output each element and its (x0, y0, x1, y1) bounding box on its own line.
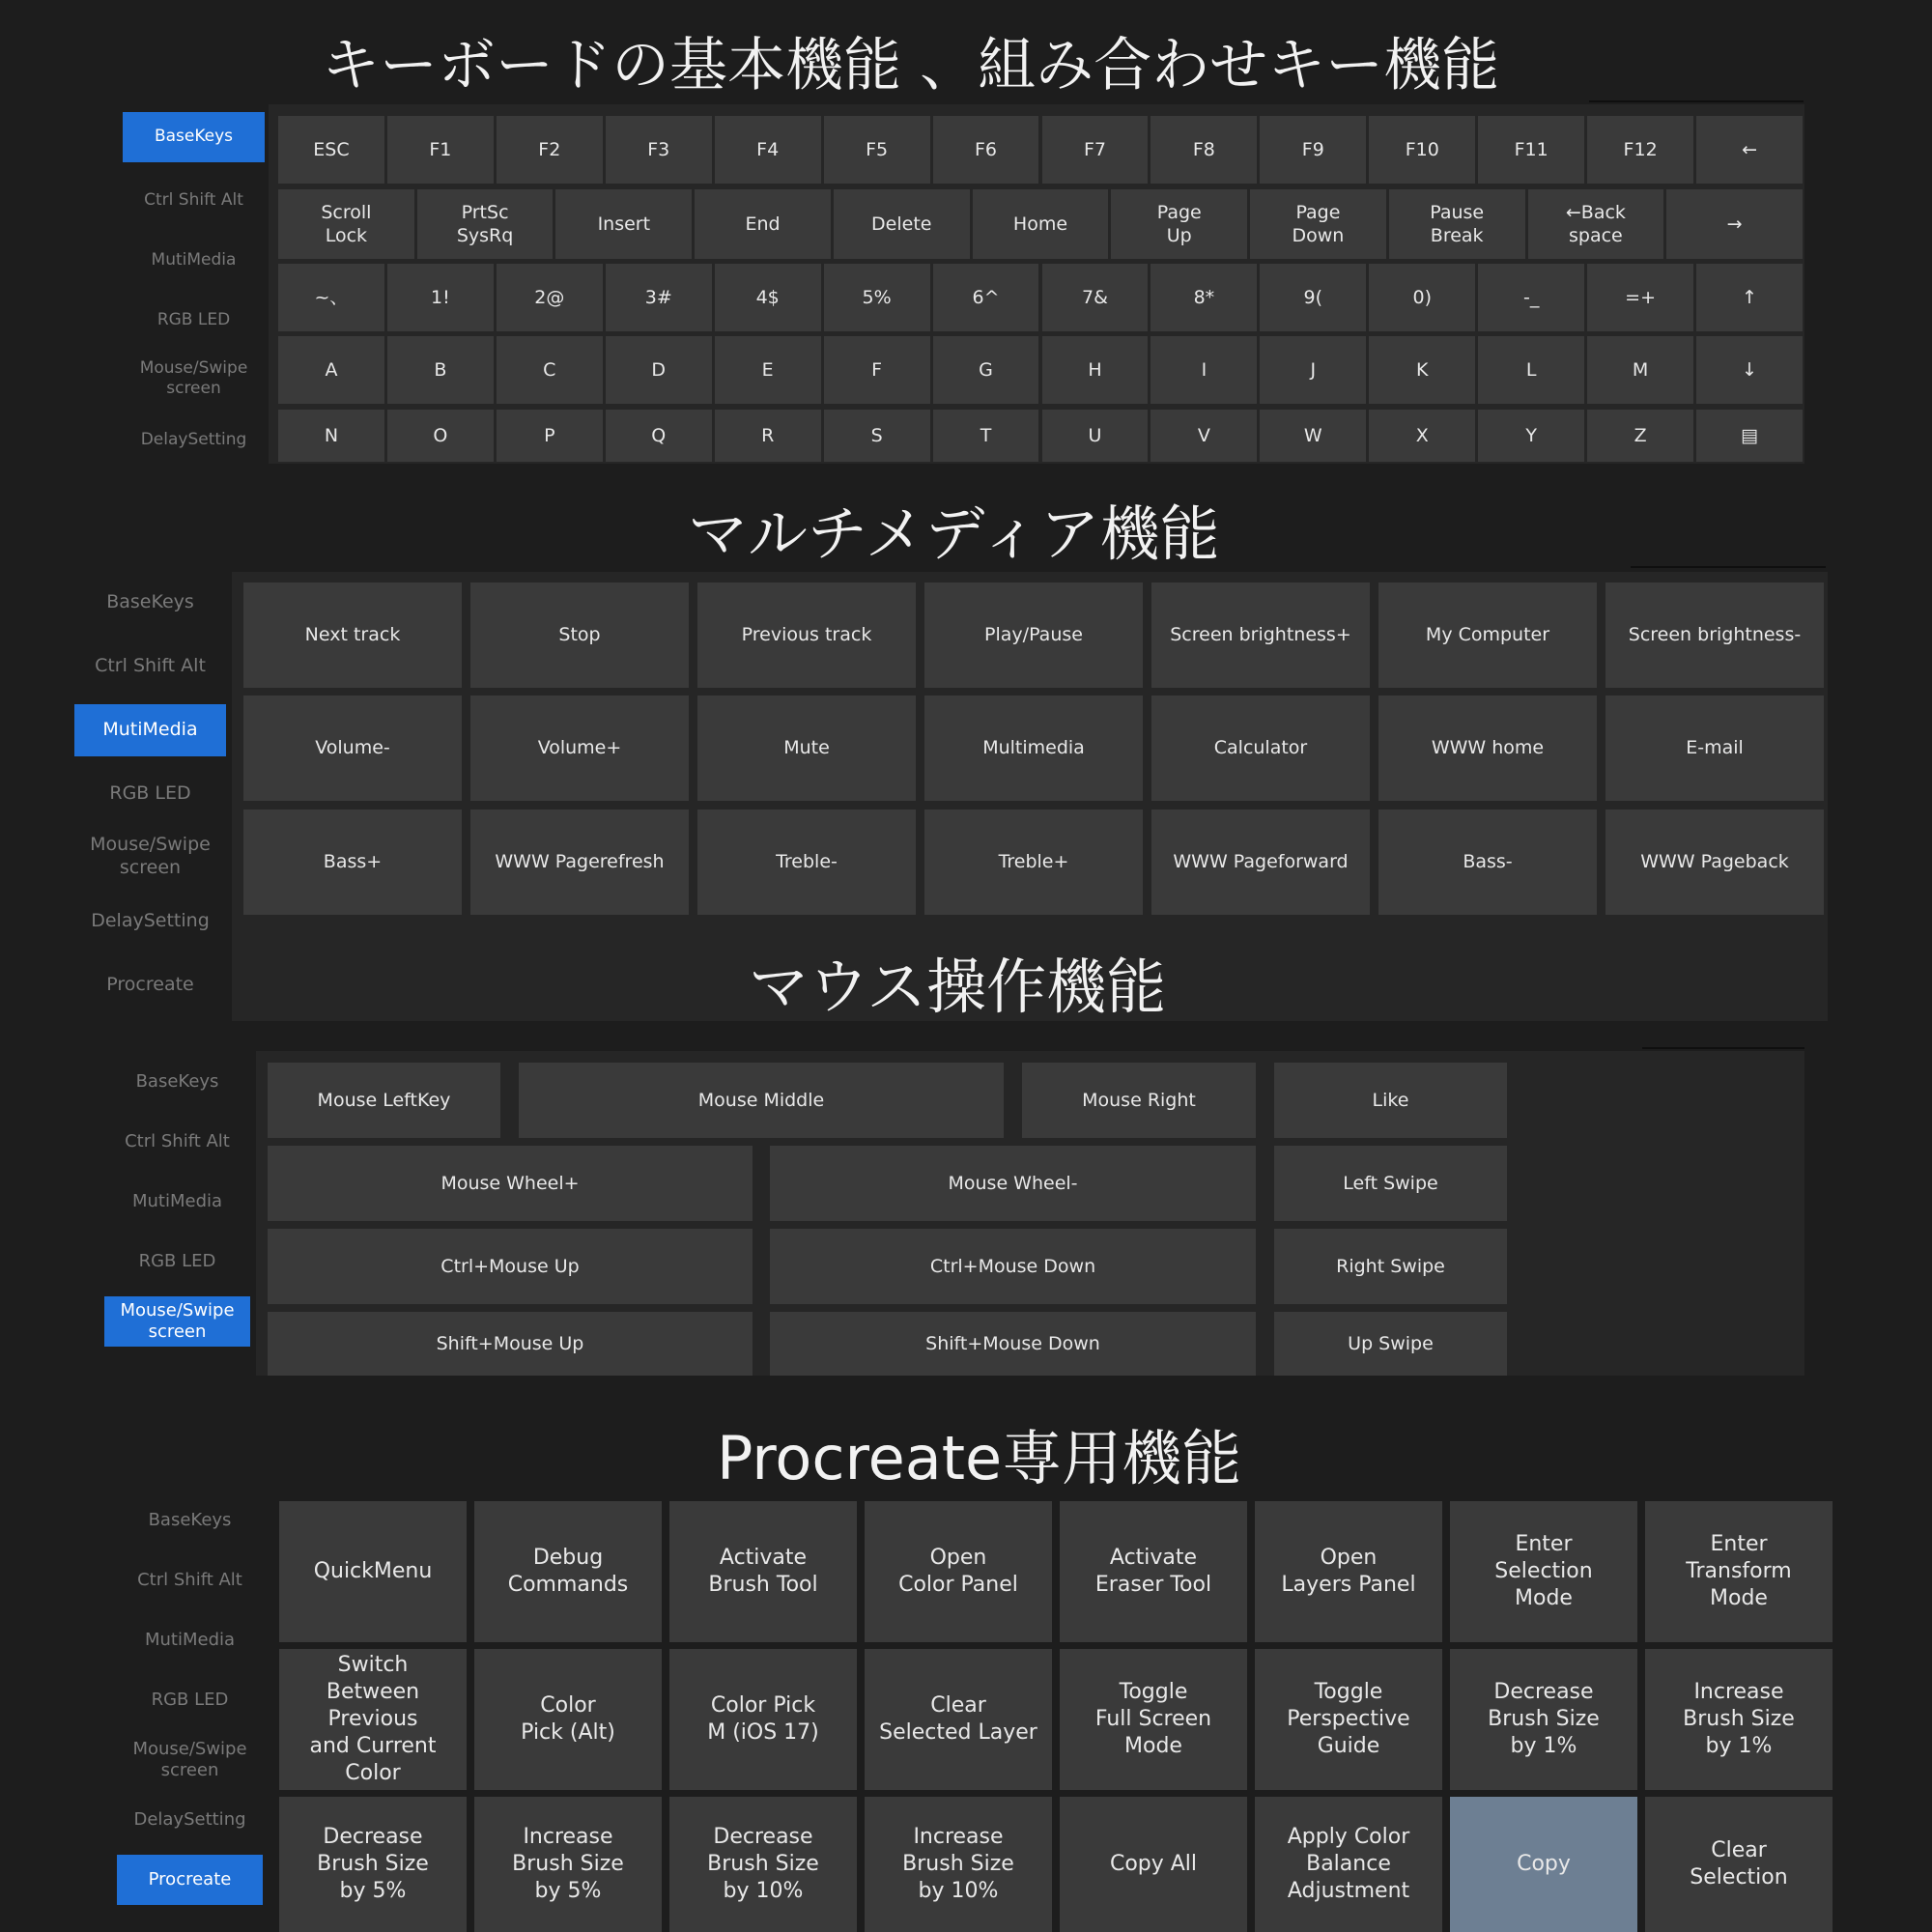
key-label: A (325, 358, 338, 381)
key-label: Treble- (776, 851, 838, 873)
key-label: F12 (1623, 138, 1658, 160)
key-label: ↑ (1742, 286, 1757, 308)
key-label: 7& (1082, 286, 1108, 308)
divider (1589, 100, 1804, 102)
key-label: QuickMenu (313, 1558, 433, 1583)
key-toggle-perspective-guide[interactable] (1255, 1649, 1442, 1790)
key-decrease-brush-size-by-5[interactable] (279, 1797, 467, 1932)
key-increase-brush-size-by-10[interactable] (865, 1797, 1052, 1932)
key-multimedia[interactable] (924, 696, 1143, 801)
sidebar-item-mouse-swipe-screen[interactable]: Mouse/Swipe screen (132, 1738, 247, 1780)
key-label: T (980, 424, 992, 446)
sidebar-item-ctrl-shift-alt[interactable]: Ctrl Shift Alt (125, 1130, 230, 1151)
key-symbol[interactable] (278, 264, 384, 331)
sidebar-item-mutimedia[interactable]: MutiMedia (74, 704, 226, 756)
key-label: 3# (644, 286, 672, 308)
key-f3[interactable] (606, 116, 712, 184)
key-label: Insert (597, 213, 651, 235)
key-5[interactable] (824, 264, 930, 331)
key-label: Left Swipe (1343, 1172, 1438, 1194)
key-label: → (1726, 213, 1743, 235)
key-label: Bass+ (323, 851, 383, 873)
section-title-procreate: Procreate専用機能 (717, 1423, 1242, 1493)
key-label: Calculator (1213, 737, 1308, 759)
sidebar-item-basekeys[interactable]: BaseKeys (148, 1509, 232, 1530)
key-right-swipe[interactable] (1274, 1229, 1507, 1304)
key-label: Ctrl+Mouse Up (440, 1255, 580, 1277)
key-label: Volume+ (537, 737, 622, 759)
key-label: F8 (1192, 138, 1215, 160)
key-symbol[interactable] (1696, 264, 1803, 331)
key-label: E-mail (1686, 737, 1744, 759)
key-play-pause[interactable] (924, 582, 1143, 688)
key-label: -_ (1522, 286, 1540, 308)
sidebar-item-ctrl-shift-alt[interactable]: Ctrl Shift Alt (95, 655, 206, 677)
key-b[interactable] (387, 336, 494, 404)
key-g[interactable] (933, 336, 1039, 404)
key-label: Shift+Mouse Up (436, 1332, 584, 1354)
key-label: F9 (1301, 138, 1324, 160)
key-enter-transform-mode[interactable] (1645, 1501, 1833, 1642)
key-bass[interactable] (1378, 810, 1597, 915)
sidebar-item-rgb-led[interactable]: RGB LED (151, 1689, 229, 1710)
key-symbol[interactable] (1587, 264, 1693, 331)
key-y[interactable] (1478, 410, 1584, 462)
key-mouse-right[interactable] (1022, 1063, 1256, 1138)
sidebar-item-delaysetting[interactable]: DelaySetting (140, 430, 247, 450)
key-previous-track[interactable] (697, 582, 916, 688)
key-my-computer[interactable] (1378, 582, 1597, 688)
sidebar-item-rgb-led[interactable]: RGB LED (156, 310, 231, 330)
key-treble[interactable] (697, 810, 916, 915)
key-switch-between-previous-and-current-color[interactable] (279, 1649, 467, 1790)
key-increase-brush-size-by-1[interactable] (1645, 1649, 1833, 1790)
key-f5[interactable] (824, 116, 930, 184)
key-label: Increase Brush Size by 1% (1683, 1679, 1795, 1759)
key-label: Activate Brush Tool (708, 1545, 818, 1597)
key-8[interactable] (1151, 264, 1257, 331)
key-label: K (1416, 358, 1429, 381)
key-label: 5% (862, 286, 892, 308)
key-www-pageback[interactable] (1605, 810, 1824, 915)
key-apply-color-balance-adjustment[interactable] (1255, 1797, 1442, 1932)
key-label: ↓ (1742, 358, 1757, 381)
key-label: Screen brightness- (1628, 624, 1802, 646)
key-shift-mouse-down[interactable] (770, 1312, 1256, 1376)
key-label: G (979, 358, 993, 381)
key-label: C (543, 358, 556, 381)
sidebar-item-mutimedia[interactable]: MutiMedia (151, 250, 237, 270)
key-pause-break[interactable] (1389, 189, 1525, 259)
sidebar-item-procreate[interactable]: Procreate (106, 974, 194, 996)
key-0[interactable] (1369, 264, 1475, 331)
key-back-space[interactable] (1528, 189, 1664, 259)
key-screen-brightness[interactable] (1151, 582, 1370, 688)
key-label: Color Pick M (iOS 17) (707, 1692, 819, 1745)
divider (1642, 1047, 1804, 1049)
key-label: Clear Selected Layer (879, 1692, 1037, 1745)
key-label: Color Pick (Alt) (521, 1692, 615, 1745)
key-w[interactable] (1260, 410, 1366, 462)
sidebar-item-mouse-swipe-screen[interactable]: Mouse/Swipe screen (104, 1296, 250, 1347)
key-esc[interactable] (278, 116, 384, 184)
key-label: 8* (1193, 286, 1215, 308)
key-label: F1 (429, 138, 452, 160)
key-label: Copy All (1109, 1851, 1198, 1876)
key-label: 2@ (534, 286, 565, 308)
key-like[interactable] (1274, 1063, 1507, 1138)
key-label: F2 (538, 138, 561, 160)
key-delete[interactable] (834, 189, 970, 259)
key-j[interactable] (1260, 336, 1366, 404)
key-label: Increase Brush Size by 5% (512, 1824, 624, 1904)
key-mouse-wheel[interactable] (770, 1146, 1256, 1221)
key-label: Right Swipe (1336, 1255, 1445, 1277)
key-4[interactable] (715, 264, 821, 331)
key-h[interactable] (1042, 336, 1149, 404)
key-home[interactable] (973, 189, 1109, 259)
key-label: Enter Selection Mode (1494, 1531, 1593, 1611)
key-label: Decrease Brush Size by 1% (1488, 1679, 1600, 1759)
key-label: F (871, 358, 883, 381)
key-e[interactable] (715, 336, 821, 404)
key-f12[interactable] (1587, 116, 1693, 184)
key-insert[interactable] (555, 189, 692, 259)
key-label: WWW home (1431, 737, 1545, 759)
key-symbol[interactable] (1666, 189, 1803, 259)
sidebar-item-mutimedia[interactable]: MutiMedia (144, 1629, 236, 1650)
key-label: Z (1634, 424, 1647, 446)
key-label: B (434, 358, 447, 381)
key-prtsc-sysrq[interactable] (417, 189, 554, 259)
key-label: R (761, 424, 775, 446)
key-label: I (1201, 358, 1208, 381)
key-quickmenu[interactable] (279, 1501, 467, 1642)
key-label: J (1310, 358, 1317, 381)
sidebar-item-basekeys[interactable]: BaseKeys (135, 1070, 219, 1092)
key-enter-selection-mode[interactable] (1450, 1501, 1637, 1642)
key-treble[interactable] (924, 810, 1143, 915)
key-label: W (1303, 424, 1322, 446)
key-s[interactable] (824, 410, 930, 462)
key-f4[interactable] (715, 116, 821, 184)
key-decrease-brush-size-by-1[interactable] (1450, 1649, 1637, 1790)
key-2[interactable] (497, 264, 603, 331)
sidebar-item-mouse-swipe-screen[interactable]: Mouse/Swipe screen (139, 357, 248, 398)
sidebar-item-delaysetting[interactable]: DelaySetting (133, 1808, 246, 1830)
key-f11[interactable] (1478, 116, 1584, 184)
key-u[interactable] (1042, 410, 1149, 462)
key-label: Home (1012, 213, 1068, 235)
key-symbol[interactable] (1696, 116, 1803, 184)
key-label: H (1088, 358, 1102, 381)
sidebar-item-delaysetting[interactable]: DelaySetting (91, 910, 210, 932)
key-symbol[interactable] (1478, 264, 1584, 331)
sidebar-item-ctrl-shift-alt[interactable]: Ctrl Shift Alt (144, 190, 243, 211)
key-mouse-wheel[interactable] (268, 1146, 753, 1221)
sidebar-item-basekeys[interactable]: BaseKeys (106, 591, 194, 613)
key-x[interactable] (1369, 410, 1475, 462)
key-decrease-brush-size-by-10[interactable] (669, 1797, 857, 1932)
key-a[interactable] (278, 336, 384, 404)
key-volume[interactable] (243, 696, 462, 801)
key-label: Y (1525, 424, 1537, 446)
key-label: ~、 (314, 286, 349, 308)
divider (1631, 566, 1826, 568)
key-v[interactable] (1151, 410, 1257, 462)
key-copy-all[interactable] (1060, 1797, 1247, 1932)
key-screen-brightness[interactable] (1605, 582, 1824, 688)
key-label: Ctrl+Mouse Down (929, 1255, 1096, 1277)
key-label: Treble+ (998, 851, 1069, 873)
key-6[interactable] (933, 264, 1039, 331)
key-label: End (745, 213, 781, 235)
key-www-pageforward[interactable] (1151, 810, 1370, 915)
key-label: F10 (1405, 138, 1439, 160)
key-label: V (1197, 424, 1210, 446)
key-symbol[interactable] (1696, 410, 1803, 462)
key-label: X (1415, 424, 1429, 446)
key-label: Open Layers Panel (1281, 1545, 1416, 1597)
key-label: WWW Pageback (1640, 851, 1789, 873)
key-3[interactable] (606, 264, 712, 331)
section-title-basekeys: キーボードの基本機能 、組み合わせキー機能 (322, 32, 1500, 99)
key-label: WWW Pageforward (1173, 851, 1349, 873)
key-f[interactable] (824, 336, 930, 404)
key-label: Decrease Brush Size by 10% (707, 1824, 819, 1904)
key-e-mail[interactable] (1605, 696, 1824, 801)
key-label: F11 (1514, 138, 1548, 160)
key-clear-selected-layer[interactable] (865, 1649, 1052, 1790)
key-d[interactable] (606, 336, 712, 404)
key-7[interactable] (1042, 264, 1149, 331)
key-label: F3 (647, 138, 670, 160)
key-up-swipe[interactable] (1274, 1312, 1507, 1376)
key-1[interactable] (387, 264, 494, 331)
key-stop[interactable] (470, 582, 689, 688)
key-f9[interactable] (1260, 116, 1366, 184)
key-copy[interactable] (1450, 1797, 1637, 1932)
key-label: Toggle Full Screen Mode (1094, 1679, 1212, 1759)
sidebar-item-mouse-swipe-screen[interactable]: Mouse/Swipe screen (90, 834, 211, 878)
key-label: Mouse Middle (697, 1089, 825, 1111)
key-ctrl-mouse-up[interactable] (268, 1229, 753, 1304)
key-increase-brush-size-by-5[interactable] (474, 1797, 662, 1932)
key-label: E (761, 358, 774, 381)
key-activate-brush-tool[interactable] (669, 1501, 857, 1642)
key-label: ESC (313, 138, 350, 160)
key-label: Clear Selection (1690, 1837, 1788, 1889)
key-label: Volume- (315, 737, 390, 759)
key-label: O (433, 424, 448, 446)
key-f1[interactable] (387, 116, 494, 184)
key-i[interactable] (1151, 336, 1257, 404)
key-z[interactable] (1587, 410, 1693, 462)
key-p[interactable] (497, 410, 603, 462)
key-shift-mouse-up[interactable] (268, 1312, 753, 1376)
key-mute[interactable] (697, 696, 916, 801)
key-label: Enter Transform Mode (1686, 1531, 1792, 1611)
key-label: Mouse Right (1082, 1089, 1196, 1111)
key-clear-selection[interactable] (1645, 1797, 1833, 1932)
key-label: Mouse LeftKey (317, 1089, 451, 1111)
key-label: Page Down (1292, 201, 1345, 246)
key-label: 1! (431, 286, 450, 308)
key-label: My Computer (1425, 624, 1550, 646)
key-f8[interactable] (1151, 116, 1257, 184)
key-label: D (651, 358, 667, 381)
key-label: P (544, 424, 555, 446)
key-label: WWW Pagerefresh (495, 851, 665, 873)
key-l[interactable] (1478, 336, 1584, 404)
key-label: Bass- (1463, 851, 1513, 873)
section-title-multimedia: マルチメディア機能 (688, 498, 1220, 569)
key-debug-commands[interactable] (474, 1501, 662, 1642)
key-page-up[interactable] (1111, 189, 1247, 259)
key-label: 9( (1303, 286, 1323, 308)
key-label: F4 (756, 138, 780, 160)
key-label: =+ (1625, 286, 1657, 308)
key-label: Mouse Wheel+ (440, 1172, 580, 1194)
key-symbol[interactable] (1696, 336, 1803, 404)
key-label: 4$ (755, 286, 780, 308)
key-www-pagerefresh[interactable] (470, 810, 689, 915)
key-label: Increase Brush Size by 10% (902, 1824, 1014, 1904)
key-label: Stop (558, 624, 601, 646)
key-open-color-panel[interactable] (865, 1501, 1052, 1642)
key-label: Copy (1517, 1851, 1571, 1876)
key-scroll-lock[interactable] (278, 189, 414, 259)
key-label: Shift+Mouse Down (925, 1332, 1100, 1354)
key-label: Play/Pause (984, 624, 1083, 646)
key-label: Mute (783, 737, 830, 759)
key-next-track[interactable] (243, 582, 462, 688)
key-label: Scroll Lock (321, 201, 372, 246)
key-label: ← (1742, 138, 1757, 160)
key-label: Toggle Perspective Guide (1287, 1679, 1410, 1759)
key-label: Multimedia (982, 737, 1085, 759)
key-www-home[interactable] (1378, 696, 1597, 801)
key-label: 0) (1412, 286, 1432, 308)
key-label: 6^ (972, 286, 1000, 308)
key-label: Up Swipe (1348, 1332, 1434, 1354)
key-r[interactable] (715, 410, 821, 462)
key-label: L (1525, 358, 1537, 381)
key-label: Decrease Brush Size by 5% (317, 1824, 429, 1904)
key-end[interactable] (695, 189, 831, 259)
key-label: N (324, 424, 339, 446)
sidebar-item-procreate[interactable]: Procreate (117, 1855, 263, 1905)
key-f6[interactable] (933, 116, 1039, 184)
key-label: F6 (975, 138, 998, 160)
key-color-pick-alt[interactable] (474, 1649, 662, 1790)
key-f7[interactable] (1042, 116, 1149, 184)
key-label: ←Back space (1565, 201, 1626, 246)
key-k[interactable] (1369, 336, 1475, 404)
key-ctrl-mouse-down[interactable] (770, 1229, 1256, 1304)
key-open-layers-panel[interactable] (1255, 1501, 1442, 1642)
sidebar-item-mutimedia[interactable]: MutiMedia (131, 1190, 223, 1211)
key-label: Q (651, 424, 667, 446)
key-label: Debug Commands (507, 1545, 629, 1597)
section-title-mouse: マウス操作機能 (749, 952, 1167, 1022)
key-f10[interactable] (1369, 116, 1475, 184)
key-bass[interactable] (243, 810, 462, 915)
key-label: Next track (304, 624, 401, 646)
key-left-swipe[interactable] (1274, 1146, 1507, 1221)
key-label: ▤ (1741, 424, 1758, 446)
key-o[interactable] (387, 410, 494, 462)
key-label: PrtSc SysRq (456, 201, 514, 246)
key-label: Apply Color Balance Adjustment (1287, 1824, 1410, 1904)
key-volume[interactable] (470, 696, 689, 801)
sidebar-item-ctrl-shift-alt[interactable]: Ctrl Shift Alt (137, 1569, 242, 1590)
key-9[interactable] (1260, 264, 1366, 331)
key-label: Open Color Panel (898, 1545, 1018, 1597)
key-n[interactable] (278, 410, 384, 462)
key-t[interactable] (933, 410, 1039, 462)
key-m[interactable] (1587, 336, 1693, 404)
key-label: S (870, 424, 883, 446)
sidebar-item-rgb-led[interactable]: RGB LED (109, 782, 191, 805)
key-c[interactable] (497, 336, 603, 404)
key-label: Switch Between Previous and Current Color (309, 1652, 437, 1786)
key-label: Delete (871, 213, 932, 235)
key-color-pick-m-ios-17[interactable] (669, 1649, 857, 1790)
key-q[interactable] (606, 410, 712, 462)
key-label: U (1088, 424, 1102, 446)
key-mouse-middle[interactable] (519, 1063, 1004, 1138)
key-label: Screen brightness+ (1170, 624, 1351, 646)
key-label: F5 (866, 138, 889, 160)
key-label: F7 (1083, 138, 1106, 160)
key-label: Page Up (1156, 201, 1202, 246)
key-label: Activate Eraser Tool (1094, 1545, 1212, 1597)
key-page-down[interactable] (1250, 189, 1386, 259)
key-toggle-full-screen-mode[interactable] (1060, 1649, 1247, 1790)
key-mouse-leftkey[interactable] (268, 1063, 500, 1138)
key-calculator[interactable] (1151, 696, 1370, 801)
key-f2[interactable] (497, 116, 603, 184)
key-label: Pause Break (1430, 201, 1485, 246)
sidebar-item-basekeys[interactable]: BaseKeys (123, 112, 265, 162)
key-activate-eraser-tool[interactable] (1060, 1501, 1247, 1642)
sidebar-item-rgb-led[interactable]: RGB LED (138, 1250, 216, 1271)
key-label: M (1632, 358, 1649, 381)
key-label: Previous track (741, 624, 872, 646)
key-label: Mouse Wheel- (948, 1172, 1078, 1194)
key-label: Like (1372, 1089, 1409, 1111)
